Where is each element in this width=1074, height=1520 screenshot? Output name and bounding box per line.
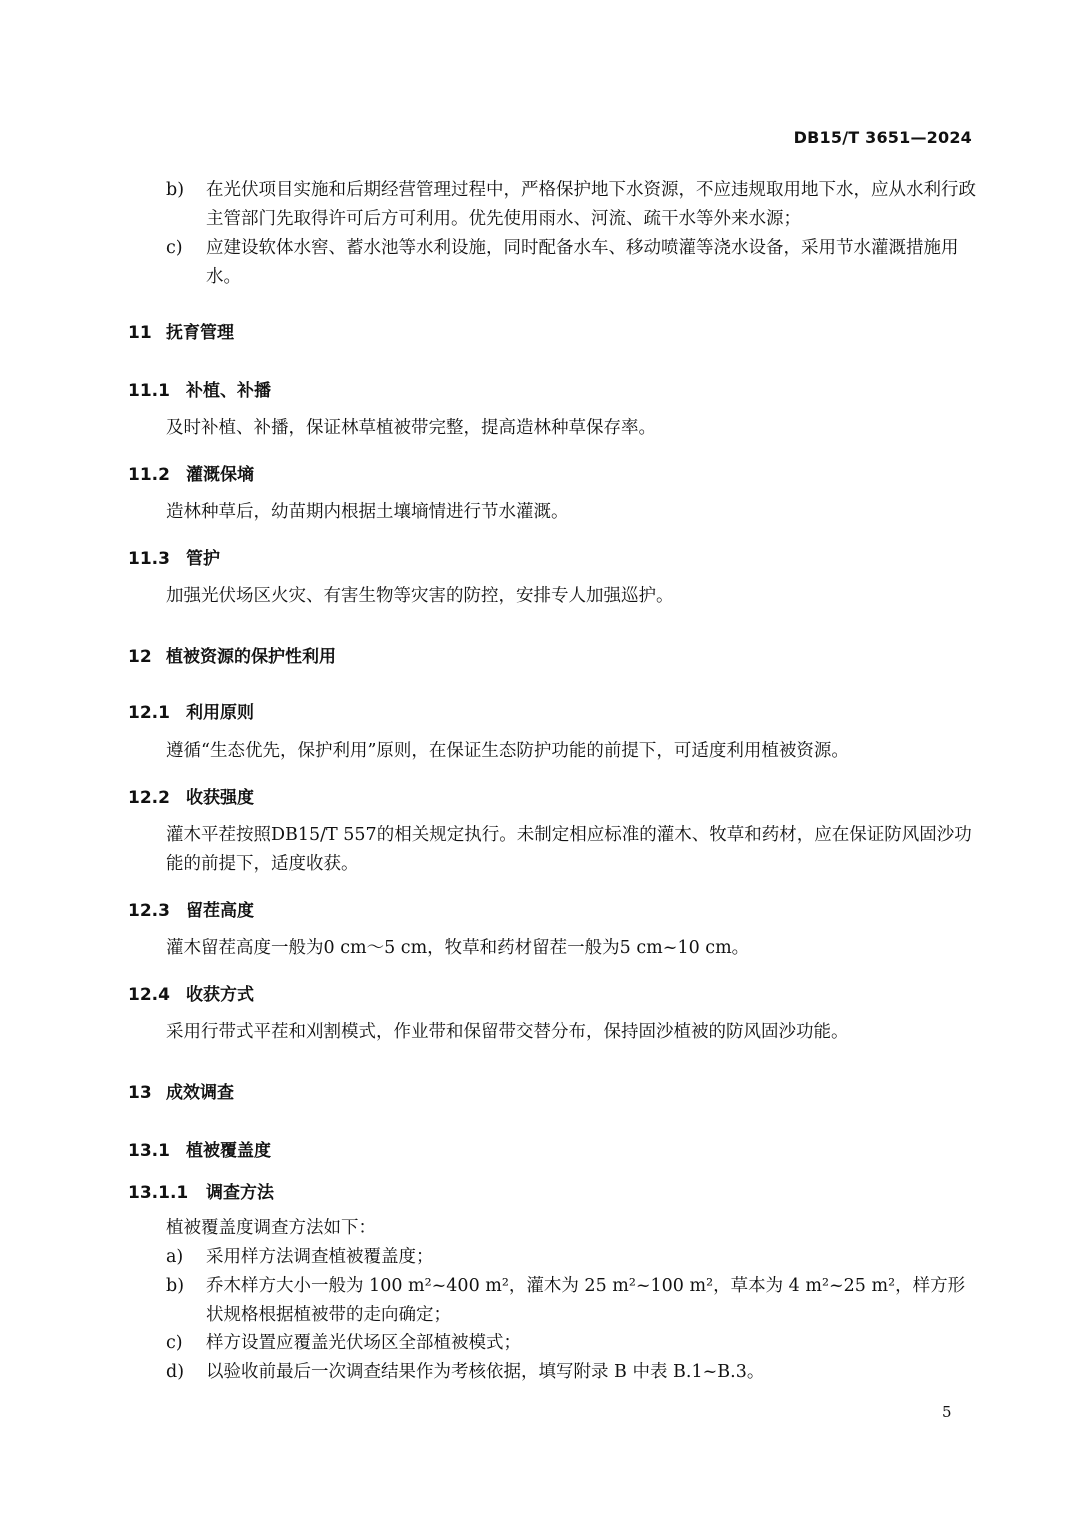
list-marker: c) xyxy=(166,238,183,258)
paragraph: 及时补植、补播，保证林草植被带完整，提高造林种草保存率。 xyxy=(166,418,656,438)
list-item-text: 采用样方法调查植被覆盖度； xyxy=(206,1247,434,1267)
subsection-title: 留茬高度 xyxy=(186,901,254,921)
section-title: 成效调查 xyxy=(166,1083,234,1103)
subsection-heading xyxy=(128,698,254,723)
section-heading xyxy=(128,1078,234,1103)
subsection-number: 12.3 xyxy=(128,901,170,921)
subsection-title: 灌溉保墒 xyxy=(186,465,254,485)
subsection-number: 12.4 xyxy=(128,985,170,1005)
subsection-title: 管护 xyxy=(186,549,220,569)
list-item-text: 以验收前最后一次调查结果作为考核依据，填写附录 B 中表 B.1~B.3。 xyxy=(206,1362,765,1382)
paragraph: 灌木平茬按照DB15/T 557的相关规定执行。未制定相应标准的灌木、牧草和药材，应在保证防风固沙功能的前提下，适度收获。 xyxy=(166,825,972,874)
list-item-text: 乔木样方大小一般为 100 m²~400 m²，灌木为 25 m²~100 m²，草本为 4 m²~25 m²，样方形状规格根据植被带的走向确定； xyxy=(206,1276,966,1325)
subsection-heading xyxy=(128,460,254,485)
subsection-heading xyxy=(128,980,254,1005)
subsection-title: 收获方式 xyxy=(186,985,254,1005)
section-title: 植被资源的保护性利用 xyxy=(166,647,336,667)
list-marker: d) xyxy=(166,1362,185,1382)
subsection-title: 利用原则 xyxy=(186,703,254,723)
section-heading xyxy=(128,642,336,667)
paragraph: 灌木留茬高度一般为0 cm～5 cm，牧草和药材留茬一般为5 cm~10 cm。 xyxy=(166,938,750,958)
subsection-heading xyxy=(128,783,254,808)
list-item-text: 样方设置应覆盖光伏场区全部植被模式； xyxy=(206,1333,521,1353)
subsection-heading xyxy=(128,544,220,569)
section-heading xyxy=(128,318,234,343)
subsection-number: 13.1 xyxy=(128,1141,170,1161)
paragraph: 遵循“生态优先，保护利用”原则，在保证生态防护功能的前提下，可适度利用植被资源。 xyxy=(166,741,849,761)
list-item-text: 应建设软体水窖、蓄水池等水利设施，同时配备水车、移动喷灌等浇水设备，采用节水灌溉措施用水。 xyxy=(206,238,959,287)
subsubsection-number: 13.1.1 xyxy=(128,1183,189,1203)
section-title: 抚育管理 xyxy=(166,323,234,343)
subsection-number: 11.1 xyxy=(128,381,170,401)
subsection-number: 11.3 xyxy=(128,549,170,569)
section-number: 11 xyxy=(128,323,152,343)
paragraph: 采用行带式平茬和刈割模式，作业带和保留带交替分布，保持固沙植被的防风固沙功能。 xyxy=(166,1022,849,1042)
paragraph: 造林种草后，幼苗期内根据土壤墒情进行节水灌溉。 xyxy=(166,502,569,522)
subsubsection-heading xyxy=(128,1178,274,1203)
section-number: 13 xyxy=(128,1083,152,1103)
page-number: 5 xyxy=(942,1403,952,1421)
list-marker: b) xyxy=(166,1276,185,1296)
list-marker: c) xyxy=(166,1333,183,1353)
subsection-title: 植被覆盖度 xyxy=(186,1141,271,1161)
subsection-number: 12.2 xyxy=(128,788,170,808)
paragraph: 植被覆盖度调查方法如下： xyxy=(166,1218,376,1238)
subsection-title: 收获强度 xyxy=(186,788,254,808)
subsection-number: 11.2 xyxy=(128,465,170,485)
list-marker: b) xyxy=(166,180,185,200)
subsection-heading xyxy=(128,1136,271,1161)
subsection-heading xyxy=(128,376,271,401)
document-code: DB15/T 3651—2024 xyxy=(793,128,972,147)
paragraph: 加强光伏场区火灾、有害生物等灾害的防控，安排专人加强巡护。 xyxy=(166,586,674,606)
subsubsection-title: 调查方法 xyxy=(206,1183,274,1203)
subsection-number: 12.1 xyxy=(128,703,170,723)
subsection-title: 补植、补播 xyxy=(186,381,271,401)
list-marker: a) xyxy=(166,1247,184,1267)
subsection-heading xyxy=(128,896,254,921)
list-item-text: 在光伏项目实施和后期经营管理过程中，严格保护地下水资源，不应违规取用地下水，应从水利行政主管部门先取得许可后方可利用。优先使用雨水、河流、疏干水等外来水源； xyxy=(206,180,976,229)
section-number: 12 xyxy=(128,647,152,667)
